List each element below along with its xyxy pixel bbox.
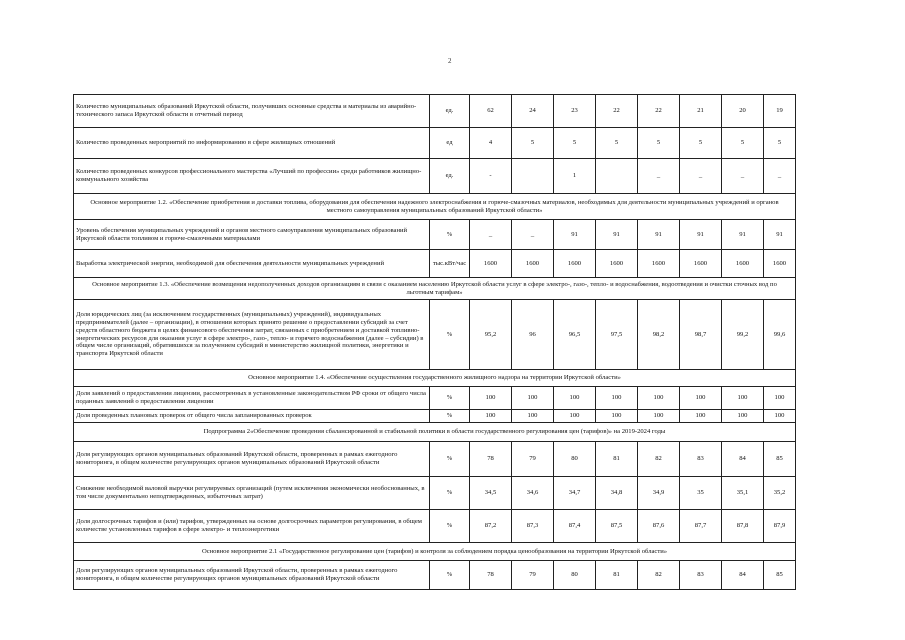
indicator-value: 91 [554,220,596,250]
indicator-value: 34,8 [596,477,638,510]
section-row [74,543,796,561]
indicator-value: 87,6 [638,510,680,543]
indicator-value: _ [722,159,764,194]
indicator-value: 5 [680,128,722,159]
indicator-name: Количество муниципальных образований Иркутской области, получивших основные средства и материалы из аварийно-технического запаса Иркутской области в отчетный период [74,95,430,128]
indicator-unit: ед [430,128,470,159]
indicator-unit: % [430,410,470,423]
indicator-value: 79 [512,561,554,590]
indicator-name: Уровень обеспечения муниципальных учреждений и органов местного самоуправления муниципальных образований Иркутской области топливом и горюче-смазочными материалами [74,220,430,250]
indicator-value: 100 [680,410,722,423]
indicator-value: 1600 [470,250,512,278]
indicator-value: 1600 [596,250,638,278]
indicator-value: 1600 [512,250,554,278]
indicator-row [74,300,796,370]
indicator-value: - [470,159,512,194]
indicator-value: 100 [764,387,796,410]
indicator-row [74,561,796,590]
section-row [74,370,796,387]
indicator-value: 91 [680,220,722,250]
indicator-row [74,128,796,159]
indicator-unit: % [430,220,470,250]
indicator-value: 19 [764,95,796,128]
indicator-value: _ [638,159,680,194]
indicator-value: 22 [596,95,638,128]
indicator-value: 1600 [680,250,722,278]
indicator-value: 1600 [638,250,680,278]
indicator-value: 100 [596,387,638,410]
indicator-value: 1600 [722,250,764,278]
indicator-name: Доля долгосрочных тарифов и (или) тарифов, утвержденных на основе долгосрочных параметров регулирования, в общем количестве установленных тарифов в сфере электро- и теплоэнергетики [74,510,430,543]
indicator-unit: % [430,477,470,510]
indicator-value: 5 [554,128,596,159]
indicator-value: 85 [764,442,796,477]
page-number: 2 [448,57,452,65]
indicator-value: 100 [638,410,680,423]
section-title: Подпрограмма 2«Обеспечение проведения сбалансированной и стабильной политики в области государственного регулирования цен (тарифов)» на 2019-2024 годы [74,423,796,442]
indicator-row [74,387,796,410]
indicator-row [74,442,796,477]
indicator-value: 91 [596,220,638,250]
indicator-value: 82 [638,561,680,590]
indicator-value: 80 [554,442,596,477]
section-title: Основное мероприятие 2.1 «Государственное регулирование цен (тарифов) и контроля за соблюдением порядка ценообразования на территории Иркутской области» [74,543,796,561]
indicator-name: Количество проведенных конкурсов профессионального мастерства «Лучший по профессии» среди работников жилищно-коммунального хозяйства [74,159,430,194]
indicator-value: 35 [680,477,722,510]
indicator-value: 1 [554,159,596,194]
indicator-unit: % [430,442,470,477]
indicator-value: 100 [512,387,554,410]
indicator-value: 80 [554,561,596,590]
section-row [74,423,796,442]
indicator-name: Доля регулирующих органов муниципальных образований Иркутской области, проверенных в рамках ежегодного мониторинга, в общем количестве регулирующих органов муниципальных образований Иркутской области [74,561,430,590]
indicator-unit: тыс.кВт/час [430,250,470,278]
indicator-value: 100 [470,410,512,423]
indicator-row [74,220,796,250]
indicator-value: 83 [680,442,722,477]
indicator-value: 91 [764,220,796,250]
indicator-unit: % [430,300,470,370]
indicator-value: 100 [554,387,596,410]
indicator-value: 100 [638,387,680,410]
indicator-name: Снижение необходимой валовой выручки регулируемых организаций (путем исключения экономически необоснованных, в том числе документально неподтвержденных, избыточных затрат) [74,477,430,510]
indicator-value: 91 [638,220,680,250]
indicator-value: 21 [680,95,722,128]
indicator-value: 87,4 [554,510,596,543]
indicator-value: 4 [470,128,512,159]
indicator-value: 87,5 [596,510,638,543]
indicator-value: 78 [470,442,512,477]
indicator-value: 99,6 [764,300,796,370]
indicator-value: 81 [596,561,638,590]
indicator-name: Выработка электрической энергии, необходимой для обеспечения деятельности муниципальных учреждений [74,250,430,278]
indicator-value: 82 [638,442,680,477]
indicator-value: 96,5 [554,300,596,370]
indicator-value: 100 [722,387,764,410]
indicator-value: 34,6 [512,477,554,510]
section-row [74,278,796,300]
indicator-value: 24 [512,95,554,128]
indicator-row [74,410,796,423]
indicator-value: 23 [554,95,596,128]
indicator-unit: % [430,510,470,543]
indicator-value: 34,7 [554,477,596,510]
indicator-value: 100 [512,410,554,423]
indicator-value: 87,2 [470,510,512,543]
indicator-value: 95,2 [470,300,512,370]
indicator-unit: ед. [430,95,470,128]
indicator-value: _ [764,159,796,194]
indicator-value: 87,7 [680,510,722,543]
indicator-value: 34,9 [638,477,680,510]
indicator-unit: % [430,561,470,590]
indicator-value: 35,1 [722,477,764,510]
section-title: Основное мероприятие 1.2. «Обеспечение приобретения и доставки топлива, оборудования для обеспечения надежного электроснабжения и горюче-смазочных материалов, необходимых для деятельности муниципальных учреждений и органов местного самоуправления муниципальных образований Иркутской области» [74,194,796,220]
section-title: Основное мероприятие 1.4. «Обеспечение осуществления государственного жилищного надзора на территории Иркутской области» [74,370,796,387]
section-row [74,194,796,220]
indicator-value: 84 [722,442,764,477]
indicator-value: 84 [722,561,764,590]
indicator-value: 1600 [554,250,596,278]
indicator-name: Доля юридических лиц (за исключением государственных (муниципальных) учреждений), индивидуальных предпринимателей (далее – организации), в отношении которых принято решение о предоставлении субсидий за счет средств областного бюджета в целях финансового обеспечения затрат, связанных с приобретением и доставкой топливно-энергетических ресурсов для оказания услуг в сфере электро-, газо-, тепло- и горячего водоснабжения (далее – субсидии) в общем числе организаций, обратившихся за получением субсидий в министерство жилищной политики, энергетики и транспорта Иркутской области [74,300,430,370]
indicator-value: _ [470,220,512,250]
indicator-value: 97,5 [596,300,638,370]
indicator-value: 1600 [764,250,796,278]
indicator-value: 98,2 [638,300,680,370]
indicator-value: 5 [764,128,796,159]
indicator-value: 100 [764,410,796,423]
indicator-value: 5 [512,128,554,159]
indicator-value: 100 [554,410,596,423]
indicator-name: Доля проведенных плановых проверок от общего числа запланированных проверок [74,410,430,423]
indicator-value: 87,3 [512,510,554,543]
indicator-value: 96 [512,300,554,370]
indicator-value: 20 [722,95,764,128]
indicator-row [74,95,796,128]
indicator-value: 35,2 [764,477,796,510]
indicator-value: 62 [470,95,512,128]
indicator-row [74,159,796,194]
section-title: Основное мероприятие 1.3. «Обеспечение возмещения недополученных доходов организациям в связи с оказанием населению Иркутской области услуг в сфере электро-, газо-, тепло- и водоснабжения, водоотведения и очистки сточных вод по льготным тарифам» [74,278,796,300]
indicator-value: 34,5 [470,477,512,510]
indicator-value: 5 [596,128,638,159]
indicator-value: 22 [638,95,680,128]
indicator-name: Количество проведенных мероприятий по информированию в сфере жилищных отношений [74,128,430,159]
indicator-value: 87,8 [722,510,764,543]
indicator-value: 78 [470,561,512,590]
indicator-value: 81 [596,442,638,477]
indicator-value: 100 [470,387,512,410]
indicator-row [74,250,796,278]
indicator-value: 98,7 [680,300,722,370]
indicator-value [512,159,554,194]
indicator-value: 100 [680,387,722,410]
indicator-value: 5 [638,128,680,159]
indicator-value [596,159,638,194]
indicator-value: 91 [722,220,764,250]
indicators-table [73,94,796,590]
indicator-row [74,510,796,543]
indicator-name: Доля регулирующих органов муниципальных образований Иркутской области, проверенных в рамках ежегодного мониторинга, в общем количестве регулирующих органов муниципальных образований Иркутской области [74,442,430,477]
indicator-value: _ [512,220,554,250]
indicator-unit: ед. [430,159,470,194]
indicator-value: 100 [596,410,638,423]
indicator-value: 85 [764,561,796,590]
indicator-name: Доля заявлений о предоставлении лицензии, рассмотренных в установленные законодательством РФ сроки от общего числа поданных заявлений о предоставлении лицензии [74,387,430,410]
indicator-value: 79 [512,442,554,477]
indicator-value: 87,9 [764,510,796,543]
indicator-unit: % [430,387,470,410]
indicator-row [74,477,796,510]
indicator-value: 5 [722,128,764,159]
indicator-value: 83 [680,561,722,590]
indicator-value: _ [680,159,722,194]
indicator-value: 100 [722,410,764,423]
indicator-value: 99,2 [722,300,764,370]
